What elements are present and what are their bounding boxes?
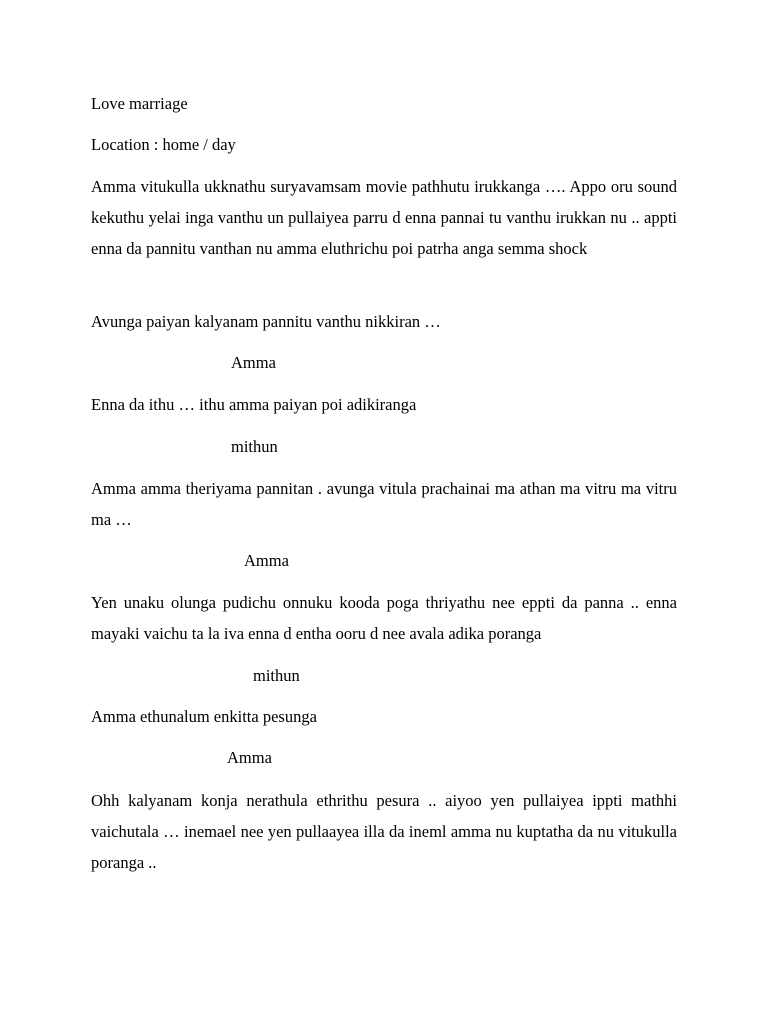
scene-location: Location : home / day <box>91 135 236 154</box>
speaker-name: Amma <box>227 748 272 767</box>
dialogue-line: Yen unaku olunga pudichu onnuku kooda poga thriyathu nee eppti da panna .. enna mayaki vaichu ta la iva enna d entha ooru d nee avala adika poranga <box>91 593 677 643</box>
action-paragraph: Avunga paiyan kalyanam pannitu vanthu nikkiran … <box>91 312 441 331</box>
action-paragraph: Amma vitukulla ukknathu suryavamsam movie pathhutu irukkanga …. Appo oru sound kekuthu yelai inga vanthu un pullaiyea parru d enna pannai tu vanthu irukkan nu .. appti enna da pannitu vanthan nu amma eluthrichu poi patrha anga semma shock <box>91 177 677 258</box>
dialogue-line: Enna da ithu … ithu amma paiyan poi adikiranga <box>91 395 417 414</box>
dialogue-line: Amma amma theriyama pannitan . avunga vitula prachainai ma athan ma vitru ma vitru ma … <box>91 479 677 529</box>
dialogue-line: Amma ethunalum enkitta pesunga <box>91 707 317 726</box>
speaker-name: mithun <box>253 666 300 685</box>
document-title: Love marriage <box>91 94 188 113</box>
dialogue-line: Ohh kalyanam konja nerathula ethrithu pesura .. aiyoo yen pullaiyea ippti mathhi vaichutala … inemael nee yen pullaayea illa da ineml amma nu kuptatha da nu vitukulla poranga .. <box>91 791 677 872</box>
speaker-name: Amma <box>231 353 276 372</box>
speaker-name: mithun <box>231 437 278 456</box>
speaker-name: Amma <box>244 551 289 570</box>
